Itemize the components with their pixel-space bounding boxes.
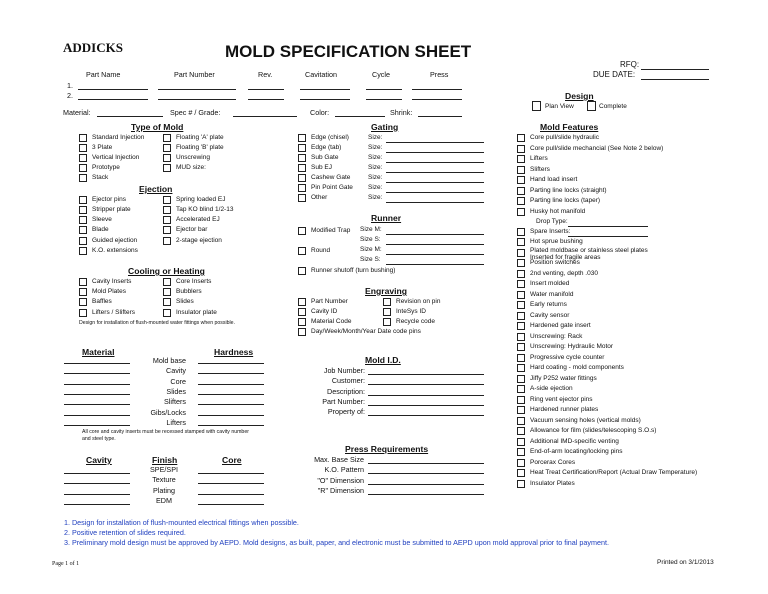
option-label: Edge (tab) [311, 144, 342, 151]
option-label: Insulator plate [176, 309, 217, 316]
option-label: Stripper plate [92, 206, 131, 213]
size-field[interactable] [386, 234, 484, 235]
option-label: Pin Point Gate [311, 184, 353, 191]
checkbox[interactable] [298, 328, 306, 336]
feature-label: Unscrewing: Rack [530, 332, 583, 340]
option-label: Blade [92, 226, 109, 233]
size-label: Size: [368, 134, 383, 141]
checkbox[interactable] [163, 237, 171, 245]
checkbox[interactable] [517, 259, 525, 267]
spare-inserts-field[interactable] [568, 236, 648, 237]
checkbox[interactable] [517, 354, 525, 362]
option-label: Mold Plates [92, 288, 126, 295]
feature-label: Vacuum sensing holes (vertical molds) [530, 416, 641, 424]
size-field[interactable] [386, 264, 484, 265]
option-label: Core Inserts [176, 278, 212, 285]
option-label: 3 Plate [92, 144, 113, 151]
size-field[interactable] [386, 254, 484, 255]
option-label: Bubblers [176, 288, 202, 295]
checkbox[interactable] [79, 164, 87, 172]
hardness-field[interactable] [198, 415, 264, 416]
feature-label: Spare Inserts: [530, 227, 571, 235]
option-label: Sleeve [92, 216, 112, 223]
option-label: Sub EJ [311, 164, 332, 171]
option-label: Baffles [92, 298, 112, 305]
drop-type-label: Drop Type: [536, 218, 568, 226]
checkbox[interactable] [517, 385, 525, 393]
rfq-field[interactable] [641, 69, 709, 70]
option-label: Other [311, 194, 328, 201]
hardness-title: Hardness [214, 347, 254, 357]
feature-label: Core pull/slide mechancial (See Note 2 below) [530, 144, 664, 152]
cavity-finish-field[interactable] [64, 473, 130, 474]
finish-label: SPE/SPI [150, 465, 178, 474]
feature-label: Plated moldbase or stainless steel plates [530, 246, 648, 254]
size-field[interactable] [386, 142, 484, 143]
feature-label: Jiffy P252 water fittings [530, 374, 597, 382]
size-label: Size S: [360, 256, 381, 263]
checkbox[interactable] [298, 318, 306, 326]
press-req-label: K.O. Pattern [324, 465, 364, 475]
size-field[interactable] [386, 244, 484, 245]
feature-label: Progressive cycle counter [530, 353, 605, 361]
mold-id-label: Property of: [327, 407, 365, 417]
feature-label: Hand load insert [530, 176, 578, 184]
feature-label: Ring vent ejector pins [530, 395, 593, 403]
checkbox[interactable] [163, 164, 171, 172]
runner-title: Runner [371, 213, 402, 223]
checkbox[interactable] [517, 364, 525, 372]
checkbox[interactable] [298, 134, 306, 142]
option-label: Prototype [92, 164, 120, 171]
checkbox[interactable] [517, 312, 525, 320]
mold-id-label: Customer: [331, 376, 365, 386]
checkbox[interactable] [383, 298, 391, 306]
checkbox[interactable] [163, 216, 171, 224]
option-label: Floating 'B' plate [176, 144, 224, 151]
runner-shutoff-checkbox[interactable] [298, 267, 306, 275]
option-label: Sub Gate [311, 154, 339, 161]
feature-label: Hardened runner plates [530, 406, 599, 414]
option-label: Edge (chisel) [311, 134, 349, 141]
mold-id-field[interactable] [368, 405, 484, 406]
material-note: All core and cavity inserts must be recessed stamped with cavity number and steel type. [82, 429, 249, 442]
mold-id-label: Description: [327, 386, 365, 396]
checkbox[interactable] [298, 194, 306, 202]
option-label: Cashew Gate [311, 174, 351, 181]
cavity-finish-field[interactable] [64, 483, 130, 484]
feature-label: Early returns [530, 301, 567, 309]
page-number: Page 1 of 1 [52, 561, 80, 567]
col-part-number: Part Number [174, 70, 215, 79]
checkbox[interactable] [517, 480, 525, 488]
size-field[interactable] [386, 202, 484, 203]
checkbox[interactable] [298, 298, 306, 306]
option-label: Vertical Injection [92, 154, 140, 161]
press-req-label: "O" Dimension [317, 475, 364, 485]
due-date-label: DUE DATE: [593, 70, 636, 79]
feature-label: Husky hot manifold [530, 207, 586, 215]
plan-view-label: Plan View [545, 103, 574, 110]
press-req-label: "R" Dimension [317, 485, 364, 495]
mold-id-title: Mold I.D. [365, 355, 401, 365]
hardness-field[interactable] [198, 384, 264, 385]
cooling-note: Design for installation of flush-mounted water fittings when possible. [79, 320, 235, 326]
size-label: Size: [368, 144, 383, 151]
option-label: 2-stage ejection [176, 237, 222, 244]
material-field[interactable] [64, 394, 130, 395]
mold-features-title: Mold Features [540, 122, 599, 132]
size-label: Size: [368, 194, 383, 201]
checkbox[interactable] [79, 134, 87, 142]
round-checkbox[interactable] [298, 247, 306, 255]
col-press: Press [430, 70, 449, 79]
mold-id-label: Job Number: [323, 366, 365, 375]
checkbox[interactable] [517, 291, 525, 299]
feature-label: End-of-arm locating/locking pins [530, 448, 623, 456]
item-label: Slifters [164, 397, 186, 407]
material-field[interactable] [64, 404, 130, 405]
complete-label: Complete [599, 103, 627, 110]
option-label: Revision on pin [396, 298, 441, 305]
checkbox[interactable] [517, 270, 525, 278]
option-label: Ejector bar [176, 226, 208, 233]
option-label: K.O. extensions [92, 247, 138, 254]
feature-label: Hardened gate insert [530, 322, 591, 330]
page-title: MOLD SPECIFICATION SHEET [225, 42, 472, 61]
checkbox[interactable] [517, 155, 525, 163]
checkbox[interactable] [79, 237, 87, 245]
note-1: 1. Design for installation of flush-mounted electrical fittings when possible. [64, 518, 299, 527]
option-label: Floating 'A' plate [176, 134, 224, 141]
option-label: Cavity Inserts [92, 278, 132, 285]
complete-checkbox[interactable] [587, 101, 596, 111]
checkbox[interactable] [163, 288, 171, 296]
feature-label: Parting line locks (straight) [530, 186, 607, 194]
round-label: Round [311, 247, 331, 254]
core-title: Core [222, 455, 242, 465]
hardness-field[interactable] [198, 373, 264, 374]
checkbox[interactable] [517, 238, 525, 246]
feature-label: Heat Treat Certification/Report (Actual Draw Temperature) [530, 469, 698, 477]
hardness-field[interactable] [198, 425, 264, 426]
checkbox[interactable] [517, 280, 525, 288]
option-label: Slides [176, 298, 194, 305]
item-label: Gibs/Locks [150, 407, 186, 417]
material-field[interactable] [64, 425, 130, 426]
checkbox[interactable] [517, 396, 525, 404]
checkbox[interactable] [517, 448, 525, 456]
cavity-finish-field[interactable] [64, 494, 130, 495]
design-title: Design [565, 91, 594, 101]
item-label: Mold base [152, 356, 186, 365]
feature-label: Hard coating - mold components [530, 364, 624, 372]
press-req-label: Max. Base Size [314, 455, 364, 464]
checkbox[interactable] [298, 154, 306, 162]
mold-id-field[interactable] [368, 374, 484, 375]
material-title: Material [82, 347, 115, 357]
feature-label: Insulator Plates [530, 480, 575, 487]
checkbox[interactable] [383, 318, 391, 326]
checkbox[interactable] [517, 208, 525, 216]
press-req-field[interactable] [368, 494, 484, 495]
col-cavitation: Cavitation [305, 70, 337, 79]
feature-label: Parting line locks (taper) [530, 197, 601, 205]
size-field[interactable] [386, 192, 484, 193]
checkbox[interactable] [79, 206, 87, 214]
checkbox[interactable] [517, 197, 525, 205]
option-label: Tap KO blind 1/2-13 [176, 206, 234, 213]
cavity-finish-field[interactable] [64, 504, 130, 505]
material-field[interactable] [64, 415, 130, 416]
feature-label: Lifters [530, 155, 548, 163]
gating-title: Gating [371, 122, 399, 132]
note-3: 3. Preliminary mold design must be approved by AEPD. Mold designs, as built, paper, and electronic must be submitted to AEPD upon mold approval prior to final payment. [64, 538, 609, 547]
option-label: Stack [92, 174, 109, 181]
note-2: 2. Positive retention of slides required. [64, 528, 186, 537]
engraving-title: Engraving [365, 286, 408, 296]
core-finish-field[interactable] [198, 494, 264, 495]
checkbox[interactable] [79, 288, 87, 296]
col-part-name: Part Name [86, 70, 121, 79]
size-field[interactable] [386, 172, 484, 173]
drop-type-field[interactable] [568, 226, 648, 227]
item-label: Lifters [166, 417, 186, 427]
row-1-label: 1. [67, 81, 73, 90]
material-label: Material: [63, 108, 91, 117]
checkbox[interactable] [517, 187, 525, 195]
checkbox[interactable] [79, 298, 87, 306]
plan-view-checkbox[interactable] [532, 101, 541, 111]
item-label: Slides [166, 386, 186, 396]
option-label: Ejector pins [92, 196, 126, 203]
checkbox[interactable] [517, 417, 525, 425]
col-rev: Rev. [258, 70, 273, 79]
checkbox[interactable] [517, 333, 525, 341]
checkbox[interactable] [163, 298, 171, 306]
option-label: Recycle code [396, 318, 436, 325]
checkbox[interactable] [517, 406, 525, 414]
checkbox[interactable] [298, 174, 306, 182]
size-field[interactable] [386, 152, 484, 153]
checkbox[interactable] [79, 216, 87, 224]
checkbox[interactable] [163, 206, 171, 214]
modified-trap-checkbox[interactable] [298, 227, 306, 235]
feature-label: Unscrewing: Hydraulic Motor [530, 343, 614, 351]
modified-trap-label: Modified Trap [311, 227, 351, 234]
feature-label: Hot sprue bushing [530, 238, 583, 246]
company-name: ADDICKS [63, 40, 123, 55]
mold-id-field[interactable] [368, 415, 484, 416]
option-label: Unscrewing [176, 154, 210, 161]
option-label: Accelerated EJ [176, 216, 220, 223]
size-label: Size: [368, 184, 383, 191]
checkbox[interactable] [298, 308, 306, 316]
size-label: Size: [368, 154, 383, 161]
option-label: Part Number [311, 298, 348, 305]
checkbox[interactable] [517, 166, 525, 174]
option-label: Spring loaded EJ [176, 196, 226, 203]
feature-label: Water manifold [530, 290, 574, 298]
checkbox[interactable] [517, 343, 525, 351]
mold-id-label: Part Number: [322, 396, 365, 406]
ejection-title: Ejection [139, 184, 173, 194]
checkbox[interactable] [517, 375, 525, 383]
size-label: Size: [368, 164, 383, 171]
checkbox[interactable] [79, 154, 87, 162]
checkbox[interactable] [163, 196, 171, 204]
option-label: Guided ejection [92, 237, 138, 244]
material-field[interactable] [64, 363, 130, 364]
checkbox[interactable] [79, 144, 87, 152]
type-of-mold-title: Type of Mold [131, 122, 184, 132]
mold-id-field[interactable] [368, 395, 484, 396]
due-date-field[interactable] [641, 79, 709, 80]
hardness-field[interactable] [198, 363, 264, 364]
checkbox[interactable] [79, 278, 87, 286]
checkbox[interactable] [79, 226, 87, 234]
feature-label: Core pull/slide hydraulic [530, 134, 600, 141]
feature-label: Position switches [530, 259, 580, 267]
checkbox[interactable] [517, 438, 525, 446]
checkbox[interactable] [517, 134, 525, 142]
spec-label: Spec # / Grade: [170, 108, 221, 117]
color-field[interactable] [335, 116, 385, 117]
feature-label: Cavity sensor [530, 311, 570, 319]
size-field[interactable] [386, 162, 484, 163]
checkbox[interactable] [517, 145, 525, 153]
mold-id-field[interactable] [368, 384, 484, 385]
checkbox[interactable] [298, 164, 306, 172]
material-field[interactable] [97, 116, 163, 117]
feature-label: A-side ejection [530, 385, 573, 393]
runner-shutoff-label: Runner shutoff (turn bushing) [311, 267, 396, 274]
size-label: Size M: [360, 246, 382, 253]
printed-date: Printed on 3/1/2013 [657, 559, 714, 566]
checkbox[interactable] [298, 144, 306, 152]
option-label: MUD size: [176, 164, 206, 171]
option-label: Cavity ID [311, 308, 338, 315]
option-label: Lifters / Slifters [92, 309, 135, 316]
item-label: Cavity [166, 366, 186, 376]
hardness-field[interactable] [198, 394, 264, 395]
option-label: Day/Week/Month/Year Date code pins [311, 328, 421, 335]
finish-label: Texture [152, 475, 176, 485]
option-label: Material Code [311, 318, 352, 325]
hardness-field[interactable] [198, 404, 264, 405]
checkbox[interactable] [517, 459, 525, 467]
checkbox[interactable] [517, 249, 525, 257]
feature-label: Slifters [530, 165, 550, 173]
checkbox[interactable] [163, 134, 171, 142]
feature-label: 2nd venting, depth .030 [530, 269, 598, 277]
checkbox[interactable] [298, 184, 306, 192]
cooling-title: Cooling or Heating [128, 266, 205, 276]
checkbox[interactable] [517, 228, 525, 236]
core-finish-field[interactable] [198, 504, 264, 505]
item-label: Core [170, 376, 186, 386]
color-label: Color: [310, 108, 330, 117]
checkbox[interactable] [163, 309, 171, 317]
inserted-fragile-label: Inserted for fragile areas [530, 253, 601, 261]
row-2-label: 2. [67, 91, 73, 100]
size-label: Size M: [360, 226, 382, 233]
spec-field[interactable] [233, 116, 297, 117]
checkbox[interactable] [517, 176, 525, 184]
checkbox[interactable] [163, 278, 171, 286]
checkbox[interactable] [79, 196, 87, 204]
press-req-field[interactable] [368, 463, 484, 464]
size-label: Size S: [360, 236, 381, 243]
cavity-title: Cavity [86, 455, 112, 465]
checkbox[interactable] [79, 247, 87, 255]
checkbox[interactable] [163, 144, 171, 152]
material-field[interactable] [64, 373, 130, 374]
checkbox[interactable] [163, 226, 171, 234]
checkbox[interactable] [517, 322, 525, 330]
core-finish-field[interactable] [198, 483, 264, 484]
checkbox[interactable] [517, 469, 525, 477]
feature-label: Additional IMD-specific venting [530, 437, 619, 445]
finish-title: Finish [152, 455, 178, 465]
size-label: Size: [368, 174, 383, 181]
feature-label: Insert molded [530, 280, 570, 288]
checkbox[interactable] [517, 427, 525, 435]
option-label: InteSys ID [396, 308, 426, 315]
checkbox[interactable] [79, 174, 87, 182]
feature-label: Porcerax Cores [530, 458, 576, 466]
material-field[interactable] [64, 384, 130, 385]
size-field[interactable] [386, 182, 484, 183]
col-cycle: Cycle [372, 70, 390, 79]
finish-label: EDM [156, 495, 172, 505]
checkbox[interactable] [79, 309, 87, 317]
feature-label: Allowance for film (slides/telescoping S.O.s) [530, 427, 657, 435]
core-finish-field[interactable] [198, 473, 264, 474]
option-label: Standard Injection [92, 134, 145, 141]
press-req-title: Press Requirements [345, 444, 429, 454]
checkbox[interactable] [517, 301, 525, 309]
shrink-label: Shrink: [390, 108, 413, 117]
press-req-field[interactable] [368, 473, 484, 474]
checkbox[interactable] [163, 154, 171, 162]
rfq-label: RFQ: [620, 60, 640, 69]
checkbox[interactable] [383, 308, 391, 316]
finish-label: Plating [153, 485, 175, 495]
press-req-field[interactable] [368, 484, 484, 485]
shrink-field[interactable] [418, 116, 462, 117]
